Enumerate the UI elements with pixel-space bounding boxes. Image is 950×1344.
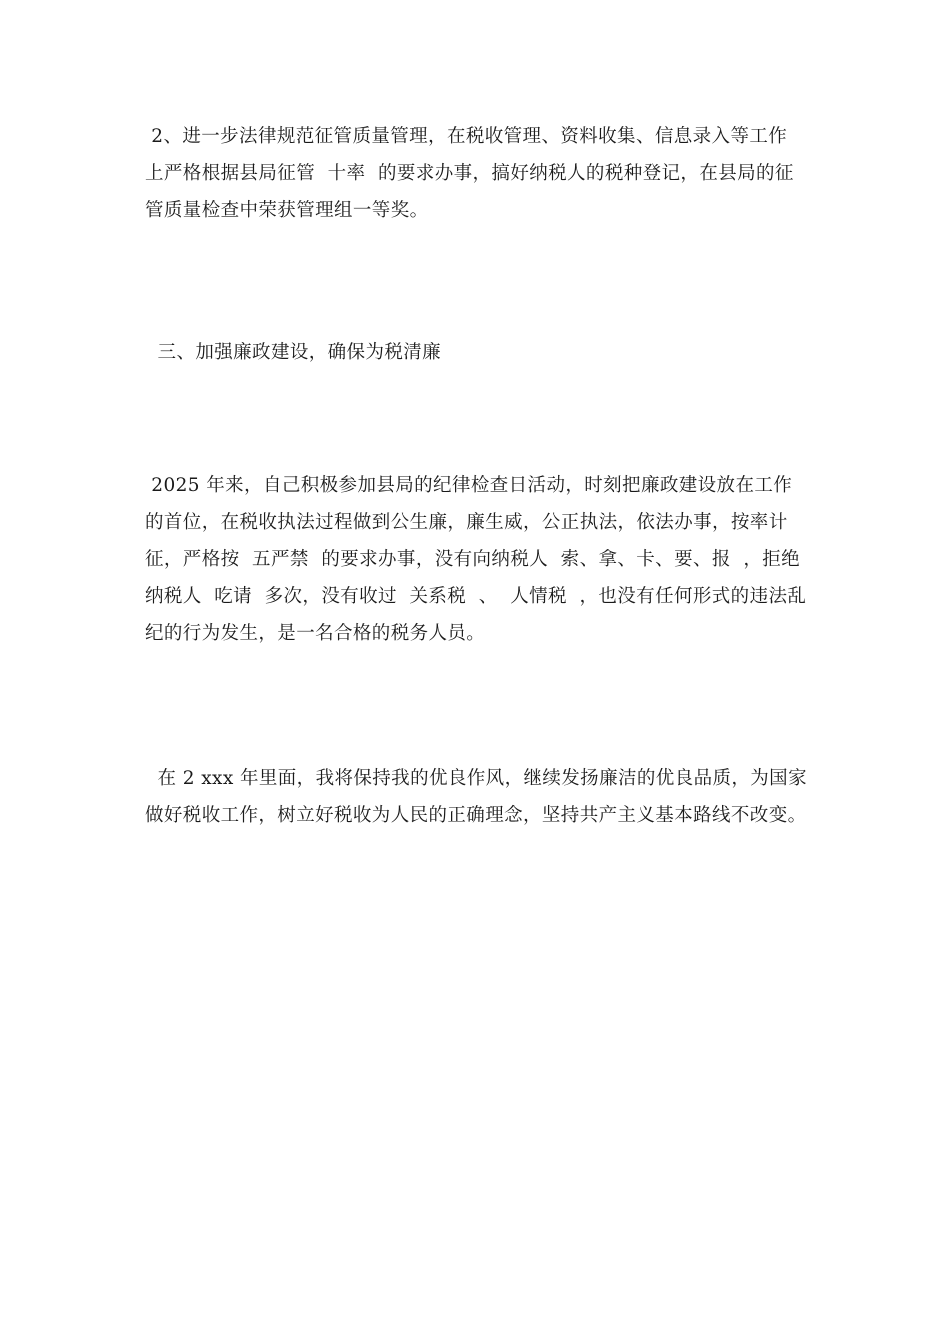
text-line: 上严格根据县局征管 十率 的要求办事，搞好纳税人的税种登记，在县局的征 <box>145 163 794 184</box>
text-line: 2025 年来，自己积极参加县局的纪律检查日活动，时刻把廉政建设放在工作 <box>145 475 793 496</box>
heading-text: 三、加强廉政建设，确保为税清廉 <box>145 342 442 363</box>
section-heading-3 <box>145 334 815 371</box>
paragraph-item-2 <box>145 118 815 229</box>
text-line: 在 2 xxx 年里面，我将保持我的优良作风，继续发扬廉洁的优良品质，为国家 <box>145 768 807 789</box>
text-line: 征，严格按 五严禁 的要求办事，没有向纳税人 索、拿、卡、要、报 ，拒绝 <box>145 549 801 570</box>
text-line: 的首位，在税收执法过程做到公生廉，廉生威，公正执法，依法办事，按率计 <box>145 512 788 533</box>
text-line: 做好税收工作，树立好税收为人民的正确理念，坚持共产主义基本路线不改变。 <box>145 805 807 826</box>
text-line: 管质量检查中荣获管理组一等奖。 <box>145 200 429 221</box>
paragraph-2025 <box>145 467 815 652</box>
text-line: 纪的行为发生，是一名合格的税务人员。 <box>145 623 486 644</box>
text-line: 纳税人 吃请 多次，没有收过 关系税 、 人情税 ，也没有任何形式的违法乱 <box>145 586 807 607</box>
text-line: 2、进一步法律规范征管质量管理，在税收管理、资料收集、信息录入等工作 <box>145 126 788 147</box>
paragraph-future <box>145 760 815 834</box>
